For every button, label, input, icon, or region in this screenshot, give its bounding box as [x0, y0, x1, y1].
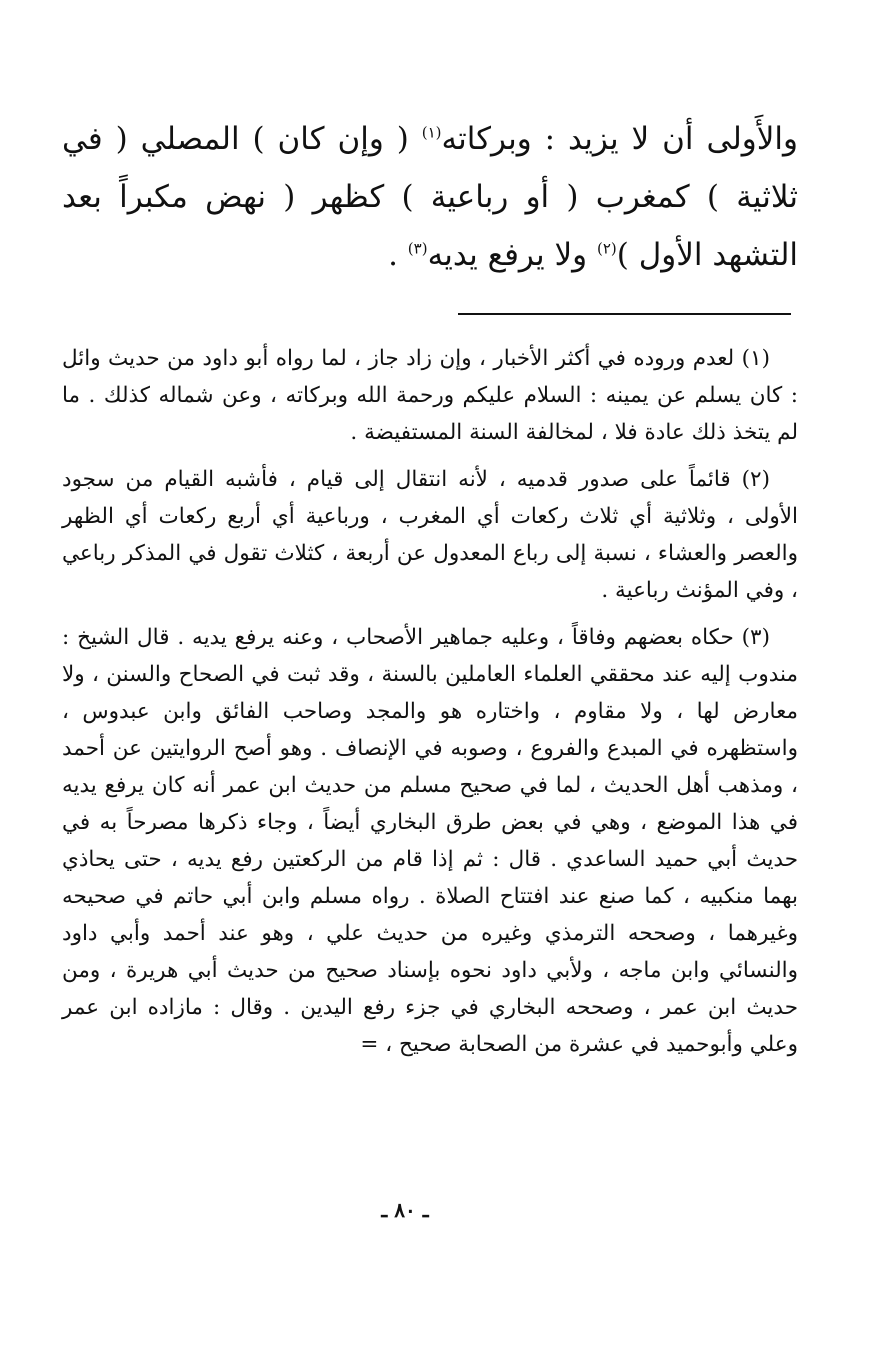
footnote-ref-3: (٣) [407, 239, 428, 258]
footnote-ref-2: (٢) [597, 239, 617, 258]
footnote-separator [458, 313, 791, 315]
footnote-2 [62, 461, 798, 609]
main-text-part-2: ( وإن كان ) المصلي ( في ثلاثية ) كمغرب ( أو رباعية ) كظهر ( نهض مكبراً بعد التشهد الأول ) [62, 121, 798, 273]
main-text-part-3: ولا يرفع يديه [427, 237, 597, 273]
page-number: ـ ٨٠ ـ [381, 1198, 429, 1222]
main-text [62, 110, 798, 284]
footnote-text: قائماً على صدور قدميه ، لأنه انتقال إلى قيام ، فأشبه القيام من سجود الأولى ، وثلاثية أي ثلاث ركعات أي المغرب ، ورباعية أي أربع ركعات أي الظهر والعصر والعشاء ، نسبة إلى رباع المعدول عن أربعة ، كثلاث تقول في المذكر رباعي ، وفي المؤنث رباعية . [62, 467, 798, 603]
main-text-part-1: والأَولى أن لا يزيد : وبركاته [441, 121, 798, 157]
footnote-number: (١) [741, 346, 770, 371]
main-text-part-4: . [388, 237, 408, 273]
footnote-3 [62, 619, 798, 1063]
footnote-1 [62, 340, 798, 451]
footnote-number: (٢) [741, 467, 770, 492]
footnote-text: حكاه بعضهم وفاقاً ، وعليه جماهير الأصحاب ، وعنه يرفع يديه . قال الشيخ : مندوب إليه عند محققي العلماء العاملين بالسنة ، وقد ثبت في الصحاح والسنن ، ولا معارض لها ، ولا مقاوم ، واختاره هو والمجد وصاحب الفائق وابن عبدوس ، واستظهره في المبدع والفروع ، وصوبه في الإنصاف . وهو أصح الروايتين عن أحمد ، ومذهب أهل الحديث ، لما في صحيح مسلم من حديث ابن عمر أنه كان يرفع يديه في هذا الموضع ، وهي في بعض طرق البخاري أيضاً ، وجاء ذكرها مصرحاً به في حديث أبي حميد الساعدي . قال : ثم إذا قام من الركعتين رفع يديه ، حتى يحاذي بهما منكبيه ، كما صنع عند افتتاح الصلاة . رواه مسلم وابن أبي حاتم في صحيحه وغيرهما ، وصححه الترمذي وغيره من حديث علي ، وهو عند أحمد وأبي داود والنسائي وابن ماجه ، ولأبي داود نحوه بإسناد صحيح من حديث أبي هريرة ، ومن حديث ابن عمر ، وصححه البخاري في جزء رفع اليدين . وقال : مازاده ابن عمر وعلي وأبوحميد في عشرة من الصحابة صحيح ، = [62, 625, 798, 1057]
footnotes [62, 340, 798, 1073]
footnote-number: (٣) [741, 625, 770, 650]
footnote-ref-1: (١) [421, 123, 442, 142]
footnote-text: لعدم وروده في أكثر الأخبار ، وإن زاد جاز ، لما رواه أبو داود من حديث وائل : كان يسلم عن يمينه : السلام عليكم ورحمة الله وبركاته ، وعن شماله كذلك . ما لم يتخذ ذلك عادة فلا ، لمخالفة السنة المستفيضة . [62, 346, 798, 445]
